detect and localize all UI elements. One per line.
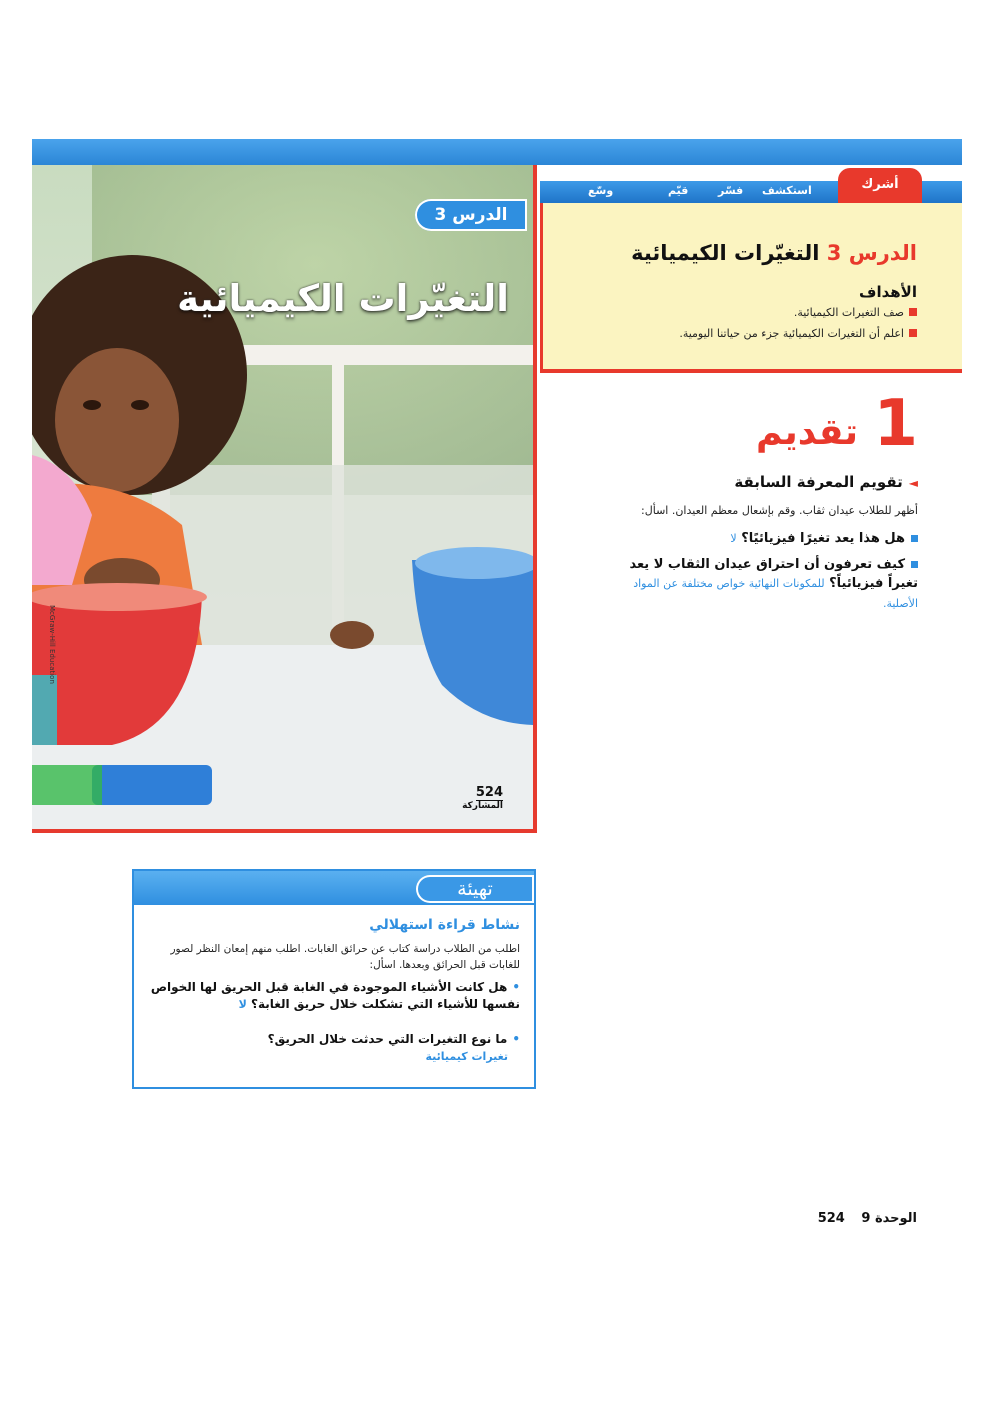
warm-up-box (132, 869, 536, 1089)
photo-credit: McGraw-Hill Education (48, 605, 56, 684)
answer: للمكونات النهائية خواص مختلفة عن المواد الأصلية. (633, 577, 918, 610)
photo-page-number (462, 785, 503, 811)
red-square-bullet-icon (909, 329, 917, 337)
focus-question: كيف تعرفون أن احتراق عيدان الثقاب لا يعد تغيراً فيزيائياً؟ للمكونات النهائية خواص مختلفة عن المواد الأصلية. (629, 557, 918, 610)
tab-explain[interactable]: فسّر (718, 184, 744, 197)
page-number: 524 (475, 785, 503, 800)
tab-explore[interactable]: استكشف (762, 184, 812, 197)
lesson-title: التغيّرات الكيميائية (631, 241, 820, 265)
bullet-dot-icon: • (512, 980, 520, 994)
tab-extend[interactable]: وسّع (588, 184, 614, 197)
page-footer (818, 1211, 917, 1226)
triangle-bullet-icon: ◄ (908, 476, 918, 490)
answer: لا (730, 532, 737, 545)
step-number: 1 (873, 387, 918, 461)
lesson-heading (631, 241, 917, 265)
tab-engage-active[interactable]: أشرك (838, 168, 922, 204)
objectives-box (540, 203, 962, 373)
warm-up-question: •ما نوع التغيرات التي حدثت خلال الحريق؟ تغيرات كيميائية (150, 1031, 520, 1065)
prior-knowledge-heading: ◄تقويم المعرفة السابقة (734, 473, 918, 491)
blue-square-bullet-icon (911, 561, 918, 568)
unit-label: الوحدة 9 (861, 1211, 917, 1226)
girl-baking-illustration (32, 165, 537, 833)
lesson-photo (32, 165, 537, 833)
step-title: تقديم (756, 412, 858, 453)
objectives-heading: الأهداف (859, 283, 917, 301)
answer: لا (238, 998, 247, 1011)
blue-square-bullet-icon (911, 535, 918, 542)
warm-up-question: •هل كانت الأشياء الموجودة في الغابة قبل الحريق لها الخواص نفسها للأشياء التي تشكلت خلال حريق الغابة؟ لا (150, 980, 520, 1011)
tab-evaluate[interactable]: قيّم (668, 184, 689, 197)
reading-activity-text: اطلب من الطلاب دراسة كتاب عن حرائق الغابات. اطلب منهم إمعان النظر لصور للغابات قبل الحرائق وبعدها. اسأل: (170, 943, 520, 971)
red-square-bullet-icon (909, 308, 917, 316)
footer-page-number: 524 (817, 1211, 845, 1226)
page-section-label: المشاركة (462, 801, 503, 811)
warm-up-tab: تهيئة (416, 875, 534, 903)
objective-item: صف التغيرات الكيميائية. (794, 306, 917, 319)
objective-item: اعلم أن التغيرات الكيميائية جزء من حياتنا اليومية. (679, 327, 917, 340)
lesson-number-tab: الدرس 3 (415, 199, 527, 231)
prior-knowledge-text: أظهر للطلاب عيدان ثقاب. وقم بإشعال معظم العيدان. اسأل: (641, 504, 918, 517)
warm-up-header-bar (134, 871, 534, 905)
reading-activity-heading: نشاط قراءة استهلالي (369, 917, 520, 933)
focus-question: هل هذا يعد تغيرًا فيزيائيًا؟ لا (730, 530, 918, 548)
lesson-label: الدرس 3 (826, 241, 917, 265)
answer: تغيرات كيميائية (425, 1050, 508, 1063)
top-color-bar (32, 139, 962, 165)
bullet-dot-icon: • (512, 1032, 520, 1046)
photo-lesson-title: التغيّرات الكيميائية (177, 277, 509, 320)
